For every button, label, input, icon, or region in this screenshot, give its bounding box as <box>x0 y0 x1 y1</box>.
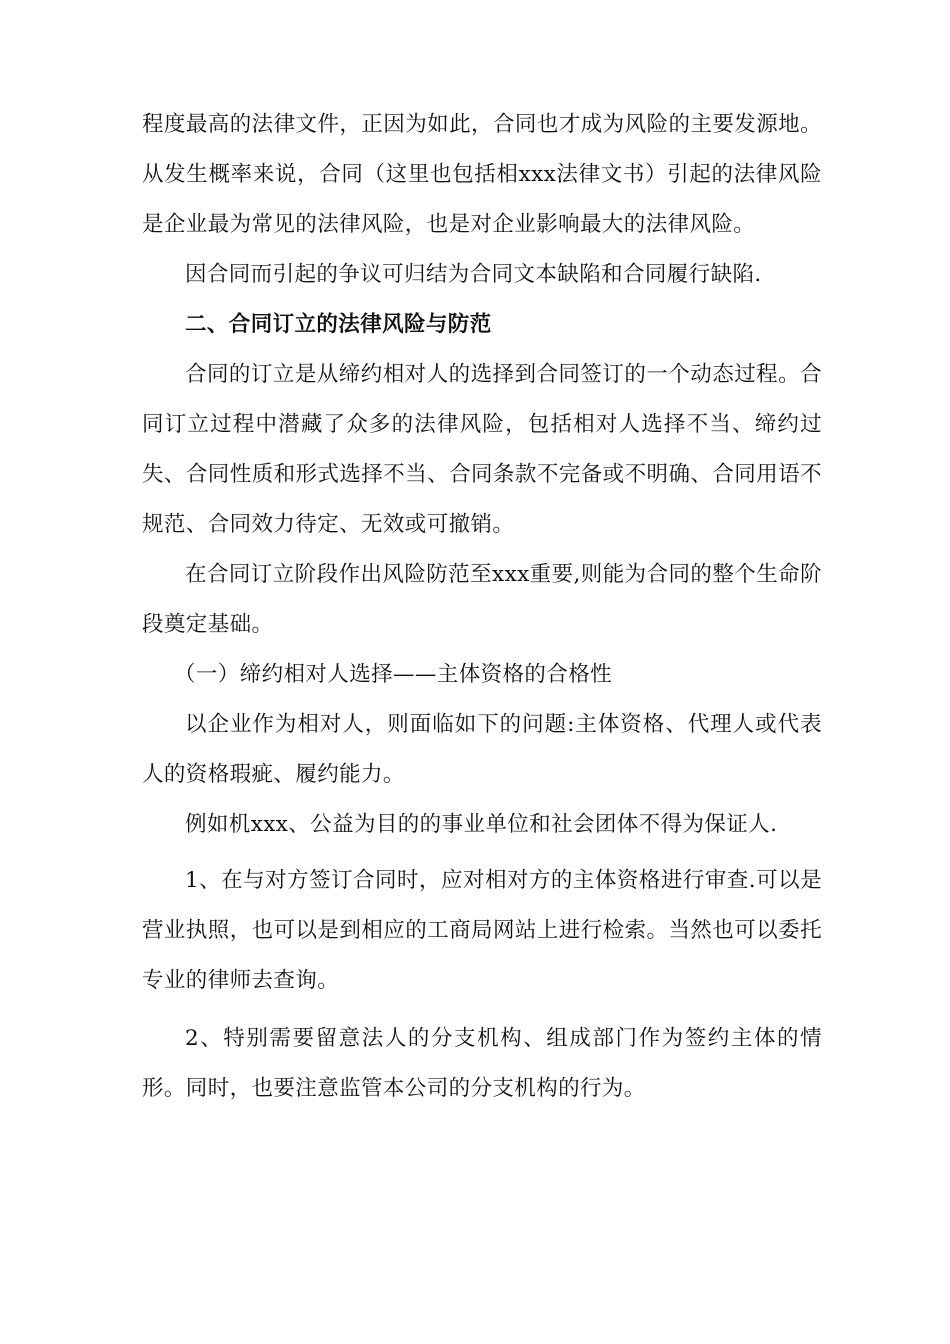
paragraph-contract-risk-source: 程度最高的法律文件，正因为如此，合同也才成为风险的主要发源地。从发生概率来说，合同（这里也包括相xxx法律文书）引起的法律风险是企业最为常见的法律风险，也是对企业影响最大的法律风险。 <box>142 112 822 237</box>
paragraph-formation-prevention: 在合同订立阶段作出风险防范至xxx重要,则能为合同的整个生命阶段奠定基础。 <box>142 562 822 637</box>
subsection-heading-counterparty: （一）缔约相对人选择——主体资格的合格性 <box>174 662 613 687</box>
list-item-1-qualification-review: 1、在与对方签订合同时，应对相对方的主体资格进行审查.可以是营业执照，也可以是到相应的工商局网站上进行检索。当然也可以委托专业的律师去查询。 <box>142 868 822 993</box>
paragraph-guarantor-example: 例如机xxx、公益为目的的事业单位和社会团体不得为保证人. <box>185 812 778 837</box>
list-item-2-branch-attention: 2、特别需要留意法人的分支机构、组成部门作为签约主体的情形。同时，也要注意监管本公司的分支机构的行为。 <box>142 1026 822 1101</box>
document-page <box>142 100 822 1114</box>
paragraph-enterprise-counterparty: 以企业作为相对人，则面临如下的问题:主体资格、代理人或代表人的资格瑕疵、履约能力。 <box>142 712 822 787</box>
paragraph-dispute-causes: 因合同而引起的争议可归结为合同文本缺陷和合同履行缺陷. <box>185 262 762 287</box>
section-heading-contract-formation: 二、合同订立的法律风险与防范 <box>185 312 492 337</box>
paragraph-formation-process: 合同的订立是从缔约相对人的选择到合同签订的一个动态过程。合同订立过程中潜藏了众多的法律风险，包括相对人选择不当、缔约过失、合同性质和形式选择不当、合同条款不完备或不明确、合同用语不规范、合同效力待定、无效或可撤销。 <box>142 362 822 537</box>
